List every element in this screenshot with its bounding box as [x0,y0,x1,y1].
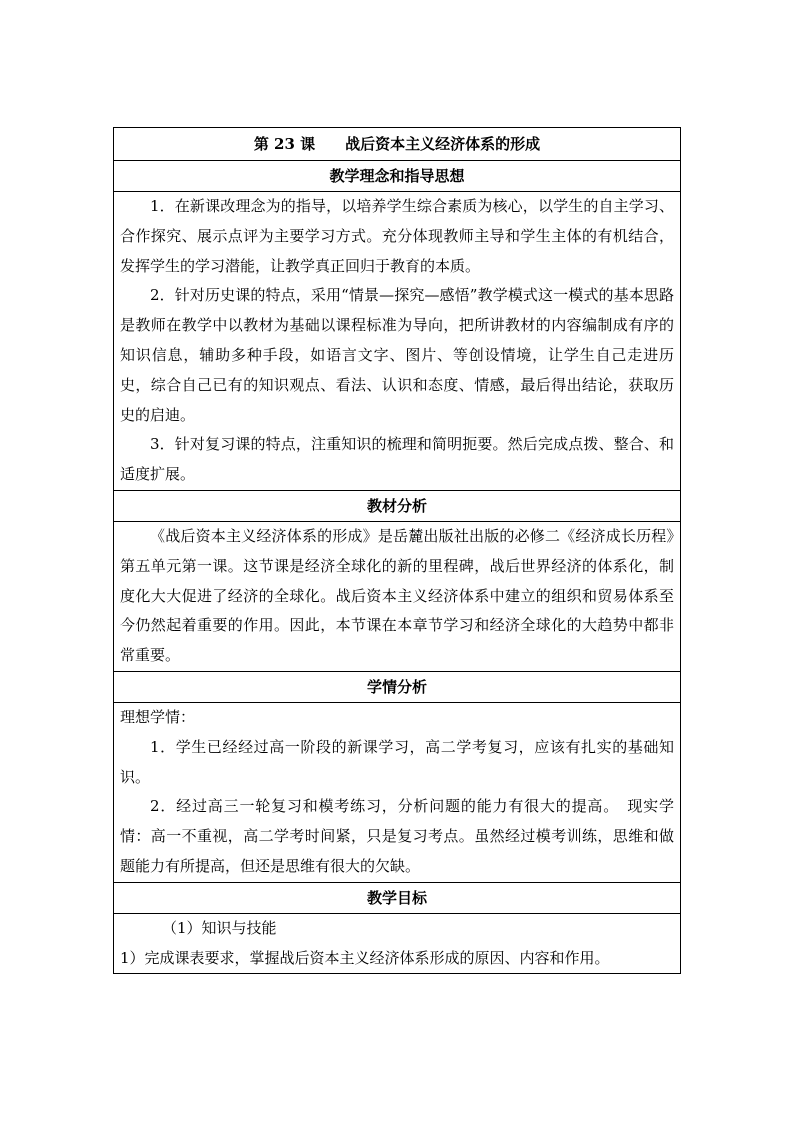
material-heading-row [114,490,681,521]
philosophy-paragraph-3: 3．针对复习课的特点，注重知识的梳理和简明扼要。然后完成点拨、整合、和适度扩展。 [120,435,674,484]
philosophy-content-row [114,192,681,491]
philosophy-content [114,192,681,491]
objectives-heading-row [114,882,681,913]
material-content-row [114,521,681,671]
students-paragraph-1: 1．学生已经经过高一阶段的新课学习，高二学考复习，应该有扎实的基础知识。 [120,737,674,786]
philosophy-heading: 教学理念和指导思想 [114,161,681,192]
objectives-content [114,913,681,974]
title-row [114,128,681,161]
objectives-content-row [114,913,681,974]
title-cell [114,128,681,161]
philosophy-paragraph-1: 1．在新课改理念为的指导，以培养学生综合素质为核心，以学生的自主学习、合作探究、展示点评为主要学习方式。充分体现教师主导和学生主体的有机结合，发挥学生的学习潜能，让教学真正回归于教育的本质。 [120,197,674,275]
lesson-title: 战后资本主义经济体系的形成 [345,135,541,153]
philosophy-paragraph-2: 2．针对历史课的特点，采用“情景—探究—感悟”教学模式这一模式的基本思路是教师在教学中以教材为基础以课程标准为导向，把所讲教材的内容编制成有序的知识信息，辅助多种手段，如语言文字、图片、等创设情境，让学生自己走进历史，综合自己已有的知识观点、看法、认识和态度、情感，最后得出结论，获取历史的启迪。 [120,286,674,424]
material-paragraph-1: 《战后资本主义经济体系的形成》是岳麓出版社出版的必修二《经济成长历程》第五单元第一课。这节课是经济全球化的新的里程碑，战后世界经济的体系化，制度化大大促进了经济的全球化。战后资本主义经济体系中建立的组织和贸易体系至今仍然起着重要的作用。因此，本节课在本章节学习和经济全球化的大趋势中都非常重要。 [120,526,674,665]
students-paragraph-2: 2．经过高三一轮复习和模考练习，分析问题的能力有很大的提高。 现实学情：高一不重视，高二学考时间紧，只是复习考点。虽然经过模考训练，思维和做题能力有所提高，但还是思维有很大的欠缺。 [120,797,674,875]
lesson-number: 第 23 课 [253,135,316,153]
material-heading: 教材分析 [114,490,681,521]
students-intro: 理想学情： [120,707,196,726]
material-content [114,521,681,671]
students-heading-row [114,671,681,702]
objectives-heading: 教学目标 [114,882,681,913]
objectives-item-1: 1）完成课表要求，掌握战后资本主义经济体系形成的原因、内容和作用。 [120,948,610,967]
students-heading: 学情分析 [114,671,681,702]
students-content [114,702,681,882]
students-content-row [114,702,681,882]
lesson-plan-table [113,127,681,974]
objectives-subheading-1: （1）知识与技能 [162,918,277,937]
philosophy-heading-row [114,161,681,192]
